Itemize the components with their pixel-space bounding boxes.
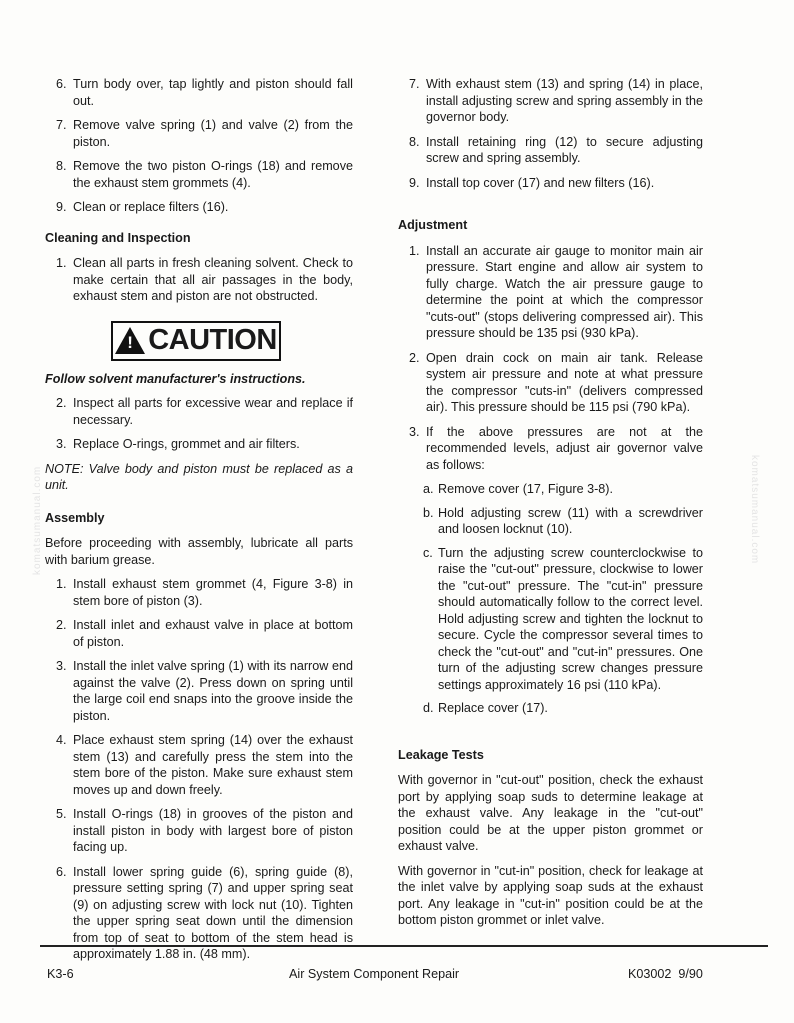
- step-text: Install exhaust stem grommet (4, Figure 3-8) in stem bore of piston (3).: [73, 577, 353, 608]
- step-text: Install lower spring guide (6), spring guide (8), pressure setting spring (7) and upper spring seat (9) on adjusting screw with lock nut (10). Tighten the upper spring seat down until the dimension from top of seat to bottom of the stem head is approximately 1.88 in. (48 mm).: [73, 864, 353, 961]
- step-number: 2.: [56, 618, 67, 632]
- step-number: 3.: [56, 437, 67, 451]
- step-text: Clean or replace filters (16).: [73, 200, 229, 214]
- step-number: 6.: [56, 77, 67, 91]
- left-column: [45, 76, 353, 971]
- step-number: 2.: [409, 350, 420, 365]
- list-item: [45, 255, 353, 305]
- leakage-paragraph: With governor in "cut-in" position, check for leakage at the inlet valve by applying soap suds at the exhaust port. Any leakage in "cut-in" position could be at the bottom piston grommet or inlet valve.: [398, 863, 703, 927]
- step-text: Install top cover (17) and new filters (16).: [426, 175, 655, 190]
- adjustment-substeps: [398, 481, 703, 717]
- step-text: Hold adjusting screw (11) with a screwdriver and loosen locknut (10).: [438, 505, 703, 536]
- step-text: Remove the two piston O-rings (18) and remove the exhaust stem grommets (4).: [73, 159, 353, 190]
- adjustment-steps: [398, 243, 703, 474]
- step-number: c.: [423, 545, 433, 560]
- inspection-steps: [45, 395, 353, 453]
- list-item: [45, 576, 353, 609]
- list-item: [45, 732, 353, 798]
- step-number: 7.: [409, 77, 420, 91]
- right-column: [398, 76, 703, 937]
- footer-rule: [40, 945, 768, 947]
- list-item: [45, 76, 353, 109]
- step-text: Replace cover (17).: [438, 701, 548, 715]
- list-item: [45, 199, 353, 216]
- list-item: [45, 806, 353, 856]
- list-item: [398, 76, 703, 126]
- watermark-left: komatsumanual.com: [32, 465, 43, 575]
- list-item: [398, 545, 703, 694]
- step-number: 1.: [56, 577, 67, 591]
- caution-box: [111, 321, 281, 361]
- list-item: [398, 505, 703, 538]
- step-text: Turn the adjusting screw counterclockwise to raise the "cut-out" pressure, clockwise to lower the "cut-out" pressure. The "cut-in" pressure should automatically follow to the correct level. Hold adjusting screw and tighten the locknut to secure. Cycle the compressor several times to check the "cut-out" and "cut-in" pressures. One turn of the adjusting screw changes pressure settings approximately 16 psi (110 kPa).: [438, 545, 703, 692]
- assembly-intro: Before proceeding with assembly, lubricate all parts with barium grease.: [45, 536, 353, 567]
- step-number: 5.: [56, 807, 67, 821]
- step-text: Install an accurate air gauge to monitor main air pressure. Start engine and allow air system to fully charge. Watch the air pressure gauge to determine the point at which the compressor "cuts-out" (stops delivering compressed air). This pressure should be 135 psi (930 kPa).: [426, 243, 703, 340]
- doc-code: K03002 9/90: [628, 967, 703, 981]
- step-number: 8.: [56, 159, 67, 173]
- page-number: K3-6: [47, 967, 74, 981]
- step-number: 8.: [409, 134, 420, 149]
- cleaning-heading: Cleaning and Inspection: [45, 230, 191, 245]
- step-text: Install retaining ring (12) to secure adjusting screw and spring assembly.: [426, 134, 703, 165]
- step-number: 9.: [56, 200, 67, 214]
- list-item: [398, 350, 703, 416]
- caution-text: Follow solvent manufacturer's instructions.: [45, 371, 306, 386]
- note: NOTE: Valve body and piston must be replaced as a unit.: [45, 461, 353, 492]
- cleaning-steps: [45, 255, 353, 305]
- step-text: Replace O-rings, grommet and air filters.: [73, 437, 300, 451]
- step-text: Remove cover (17, Figure 3-8).: [438, 482, 613, 496]
- step-number: 7.: [56, 118, 67, 132]
- step-text: Open drain cock on main air tank. Release system air pressure and note at what pressure the compressor "cuts-in" (delivers compressed air). This pressure should be 115 psi (790 kPa).: [426, 350, 703, 414]
- list-item: [398, 243, 703, 342]
- step-text: Install O-rings (18) in grooves of the piston and install piston in body with largest bore of piston facing up.: [73, 807, 353, 854]
- list-item: [45, 658, 353, 724]
- list-item: [398, 134, 703, 167]
- caution-label: CAUTION: [148, 324, 277, 357]
- step-number: 1.: [56, 256, 67, 270]
- step-text: Turn body over, tap lightly and piston should fall out.: [73, 77, 353, 108]
- step-number: 9.: [409, 175, 420, 190]
- step-number: 6.: [56, 864, 67, 879]
- assembly-steps-continued: [398, 76, 703, 191]
- list-item: [45, 617, 353, 650]
- list-item: [398, 481, 703, 498]
- step-number: d.: [423, 701, 434, 715]
- list-item: [45, 117, 353, 150]
- step-text: With exhaust stem (13) and spring (14) in place, install adjusting screw and spring assembly in the governor body.: [426, 77, 703, 124]
- list-item: [45, 436, 353, 453]
- section-title: Air System Component Repair: [289, 967, 460, 981]
- step-text: Clean all parts in fresh cleaning solvent. Check to make certain that all air passages in the body, exhaust stem and piston are not obstructed.: [73, 256, 353, 303]
- list-item: [398, 700, 703, 717]
- step-text: Install inlet and exhaust valve in place at bottom of piston.: [73, 618, 353, 649]
- step-text: Place exhaust stem spring (14) over the exhaust stem (13) and carefully press the stem into the stem bore of the piston. Make sure exhaust stem moves up and down freely.: [73, 733, 353, 797]
- disassembly-steps: [45, 76, 353, 216]
- step-number: a.: [423, 482, 434, 496]
- list-item: [45, 158, 353, 191]
- list-item: [398, 175, 703, 192]
- step-text: Install the inlet valve spring (1) with its narrow end against the valve (2). Press down on spring until the large coil end snaps into the groove inside the piston.: [73, 659, 353, 723]
- list-item: [45, 395, 353, 428]
- step-number: 3.: [56, 659, 67, 673]
- warning-triangle-icon: [115, 327, 145, 354]
- leakage-paragraphs: [398, 772, 703, 929]
- leakage-heading: Leakage Tests: [398, 747, 484, 762]
- watermark-right: komatsumanual.com: [749, 455, 760, 565]
- list-item: [45, 864, 353, 963]
- step-number: b.: [423, 505, 434, 520]
- step-text: Remove valve spring (1) and valve (2) from the piston.: [73, 118, 353, 149]
- step-number: 3.: [409, 424, 420, 439]
- step-number: 2.: [56, 396, 67, 410]
- step-number: 1.: [409, 243, 420, 258]
- step-number: 4.: [56, 733, 67, 747]
- assembly-heading: Assembly: [45, 510, 105, 525]
- step-text: If the above pressures are not at the recommended levels, adjust air governor valve as follows:: [426, 424, 703, 472]
- leakage-paragraph: With governor in "cut-out" position, check the exhaust port by applying soap suds to determine leakage at the exhaust valve. Any leakage in the "cut-out" position could be at the upper piston grommet or exhaust valve.: [398, 773, 703, 853]
- list-item: [398, 424, 703, 474]
- assembly-steps: [45, 576, 353, 963]
- step-text: Inspect all parts for excessive wear and replace if necessary.: [73, 396, 353, 427]
- adjustment-heading: Adjustment: [398, 218, 468, 232]
- warning-exclamation: !: [127, 333, 133, 352]
